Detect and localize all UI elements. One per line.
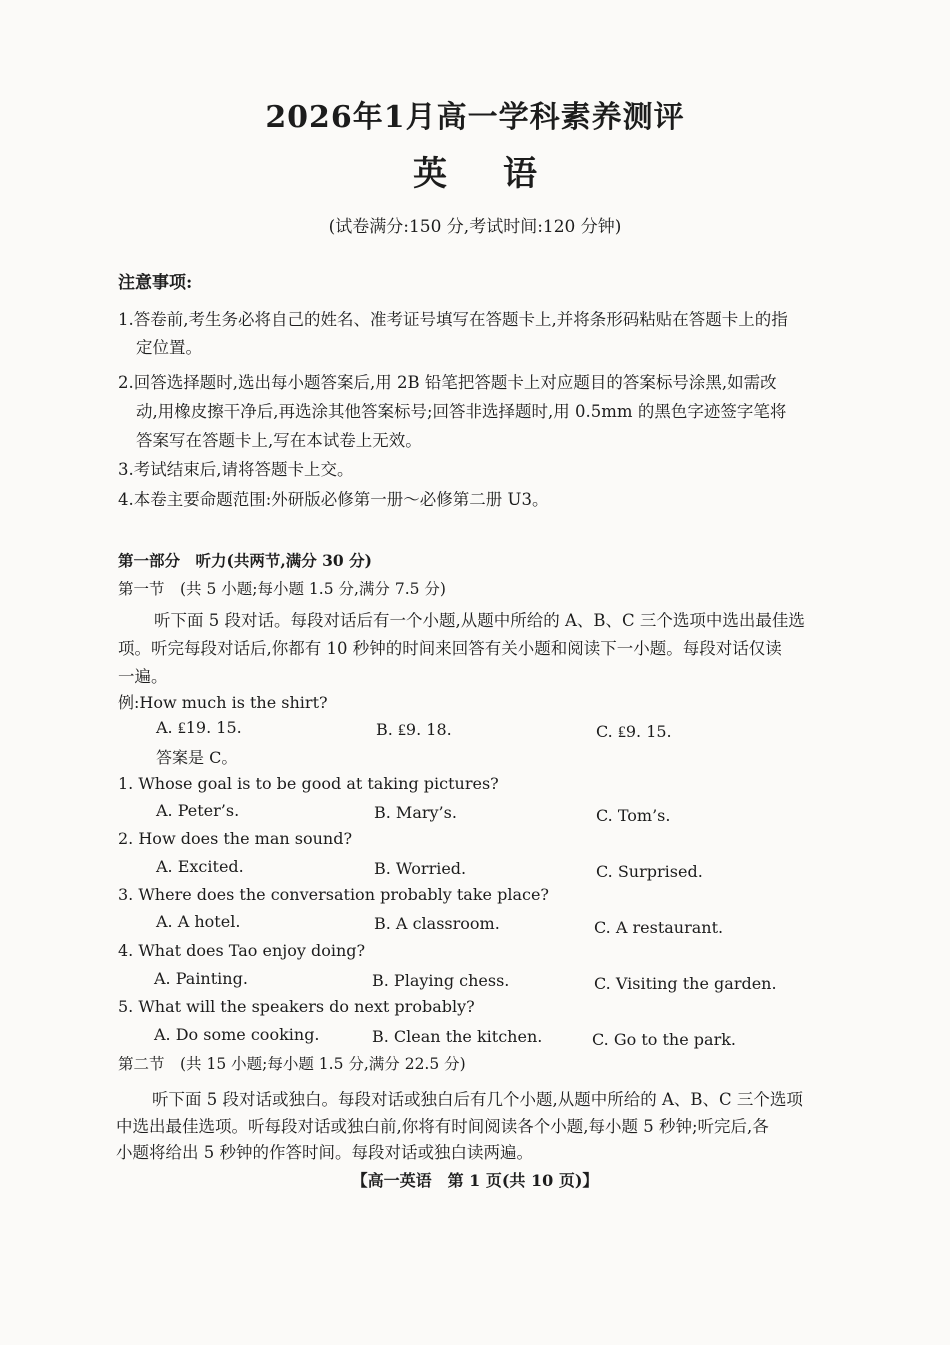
exam-info: (试卷满分:150 分,考试时间:120 分钟)	[328, 217, 622, 237]
notice-item-2-line-2: 动,用橡皮擦干净后,再选涂其他答案标号;回答非选择题时,用 0.5mm 的黑色字迹签字笔将	[136, 402, 787, 421]
question-5-option-c: C. Go to the park.	[592, 1030, 736, 1049]
section2-instruction-line-2: 中选出最佳选项。听每段对话或独白前,你将有时间阅读各个小题,每小题 5 秒钟;听完后,各	[116, 1117, 769, 1136]
example-option-a: A. ₤19. 15.	[156, 718, 242, 737]
question-1-option-b: B. Mary’s.	[374, 803, 457, 822]
question-2-option-c: C. Surprised.	[596, 862, 703, 881]
section2-instruction-line-3: 小题将给出 5 秒钟的作答时间。每段对话或独白读两遍。	[116, 1143, 533, 1162]
question-3-option-b: B. A classroom.	[374, 914, 500, 933]
question-1-option-c: C. Tom’s.	[596, 806, 671, 825]
notice-item-4: 4.本卷主要命题范围:外研版必修第一册～必修第二册 U3。	[118, 490, 549, 509]
exam-title: 2026年1月高一学科素养测评	[265, 100, 685, 135]
question-5-option-b: B. Clean the kitchen.	[372, 1027, 543, 1046]
notice-item-3: 3.考试结束后,请将答题卡上交。	[118, 460, 354, 479]
section1-title: 第一节 (共 5 小题;每小题 1.5 分,满分 7.5 分)	[118, 580, 446, 598]
question-2: 2. How does the man sound?	[118, 829, 353, 848]
subject-title: 英语	[413, 154, 593, 194]
question-4-option-a: A. Painting.	[154, 969, 248, 988]
part1-title: 第一部分 听力(共两节,满分 30 分)	[118, 551, 372, 570]
notice-item-1-line-1: 1.答卷前,考生务必将自己的姓名、准考证号填写在答题卡上,并将条形码粘贴在答题卡上的指	[118, 310, 788, 329]
section2-instruction-line-1: 听下面 5 段对话或独白。每段对话或独白后有几个小题,从题中所给的 A、B、C 三个选项	[152, 1090, 803, 1109]
question-3: 3. Where does the conversation probably take place?	[118, 885, 549, 904]
example-option-c: C. ₤9. 15.	[596, 722, 672, 741]
notice-item-2-line-1: 2.回答选择题时,选出每小题答案后,用 2B 铅笔把答题卡上对应题目的答案标号涂黑,如需改	[118, 373, 777, 392]
example-question: 例:How much is the shirt?	[118, 693, 328, 712]
example-option-b: B. ₤9. 18.	[376, 720, 452, 739]
example-answer: 答案是 C。	[156, 748, 238, 767]
section1-instruction-line-2: 项。听完每段对话后,你都有 10 秒钟的时间来回答有关小题和阅读下一小题。每段对话仅读	[118, 639, 782, 658]
page-footer: 【高一英语 第 1 页(共 10 页)】	[351, 1171, 599, 1190]
question-5: 5. What will the speakers do next probably?	[118, 997, 475, 1016]
section2-title: 第二节 (共 15 小题;每小题 1.5 分,满分 22.5 分)	[118, 1055, 466, 1073]
question-2-option-b: B. Worried.	[374, 859, 467, 878]
question-4-option-c: C. Visiting the garden.	[594, 974, 777, 993]
question-1-option-a: A. Peter’s.	[156, 801, 240, 820]
question-4-option-b: B. Playing chess.	[372, 971, 510, 990]
question-5-option-a: A. Do some cooking.	[154, 1025, 320, 1044]
notice-title: 注意事项:	[118, 273, 193, 293]
question-3-option-c: C. A restaurant.	[594, 918, 724, 937]
question-1: 1. Whose goal is to be good at taking pictures?	[118, 774, 499, 793]
notice-item-2-line-3: 答案写在答题卡上,写在本试卷上无效。	[136, 431, 422, 450]
question-3-option-a: A. A hotel.	[156, 912, 241, 931]
section1-instruction-line-3: 一遍。	[118, 667, 168, 686]
section1-instruction-line-1: 听下面 5 段对话。每段对话后有一个小题,从题中所给的 A、B、C 三个选项中选出最佳选	[154, 611, 805, 630]
notice-item-1-line-2: 定位置。	[136, 338, 202, 357]
question-4: 4. What does Tao enjoy doing?	[118, 941, 366, 960]
question-2-option-a: A. Excited.	[156, 857, 244, 876]
